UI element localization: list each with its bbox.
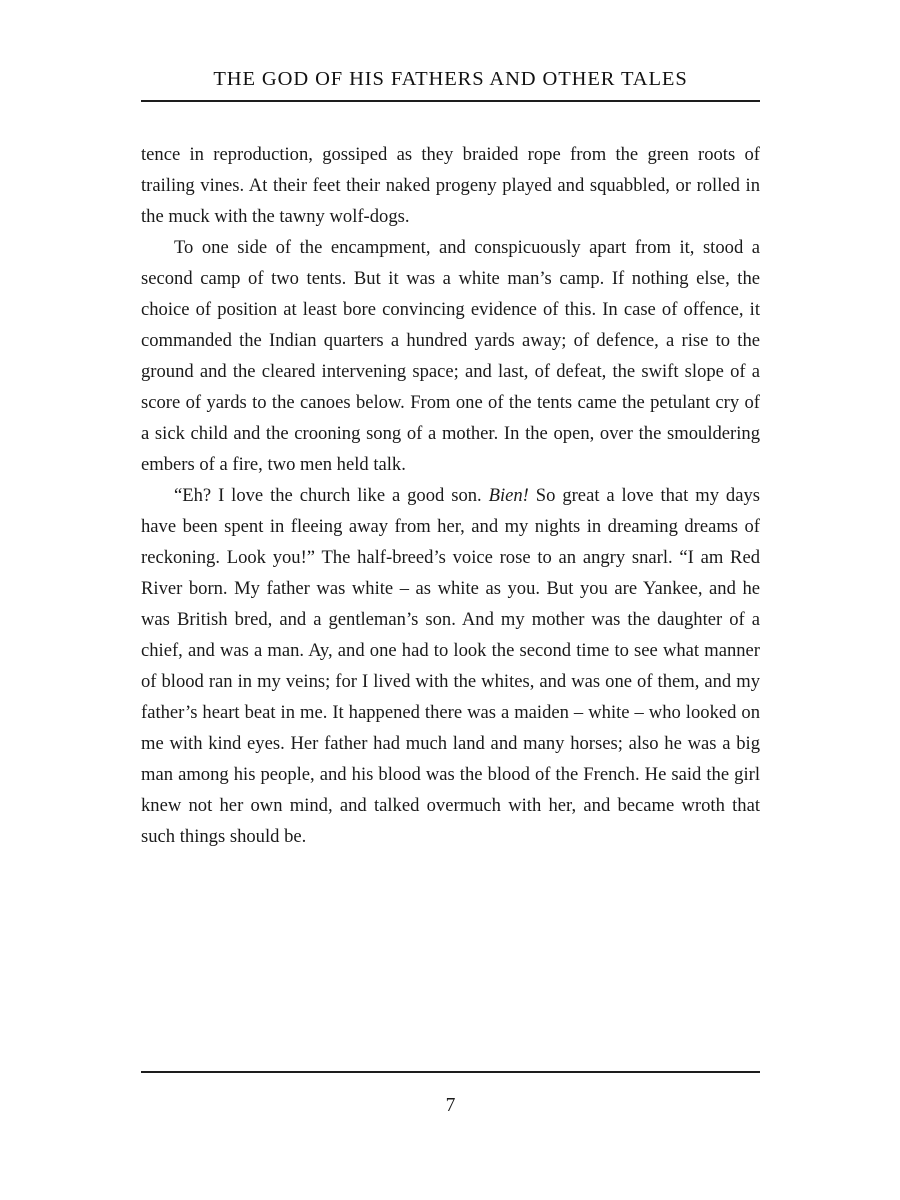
emphasis-text: Bien! <box>488 485 529 506</box>
body-paragraph <box>141 139 760 232</box>
page-number: 7 <box>445 1095 456 1116</box>
body-text-block <box>141 139 760 852</box>
footer-rule <box>141 1071 760 1073</box>
body-text: So great a love that my days have been spent in fleeing away from her, and my nights in dreaming dreams of reckoning. Look you!” The half-breed’s voice rose to an angry snarl. “I am Red River born. My father was white – as white as you. But you are Yankee, and he was British bred, and a gentleman’s son. And my mother was the daughter of a chief, and was a man. Ay, and one had to look the second time to see what manner of blood ran in my veins; for I lived with the whites, and was one of them, and my father’s heart beat in me. It happened there was a maiden – white – who looked on me with kind eyes. Her father had much land and many horses; also he was a big man among his people, and his blood was the blood of the French. He said the girl knew not her own mind, and talked overmuch with her, and became wroth that such things should be. <box>141 485 760 847</box>
body-paragraph <box>141 480 760 852</box>
header-rule <box>141 100 760 102</box>
body-paragraph <box>141 232 760 480</box>
running-head: THE GOD OF HIS FATHERS AND OTHER TALES <box>213 68 688 90</box>
body-text: To one side of the encampment, and conspicuously apart from it, stood a second camp of two tents. But it was a white man’s camp. If nothing else, the choice of position at least bore convincing evidence of this. In case of offence, it commanded the Indian quarters a hundred yards away; of defence, a rise to the ground and the cleared intervening space; and last, of defeat, the swift slope of a score of yards to the canoes below. From one of the tents came the petulant cry of a sick child and the crooning song of a mother. In the open, over the smouldering embers of a fire, two men held talk. <box>141 237 760 475</box>
body-text: “Eh? I love the church like a good son. <box>174 485 489 506</box>
body-text: tence in reproduction, gossiped as they braided rope from the green roots of trailing vines. At their feet their naked progeny played and squabbled, or rolled in the muck with the tawny wolf-dogs. <box>141 144 760 227</box>
